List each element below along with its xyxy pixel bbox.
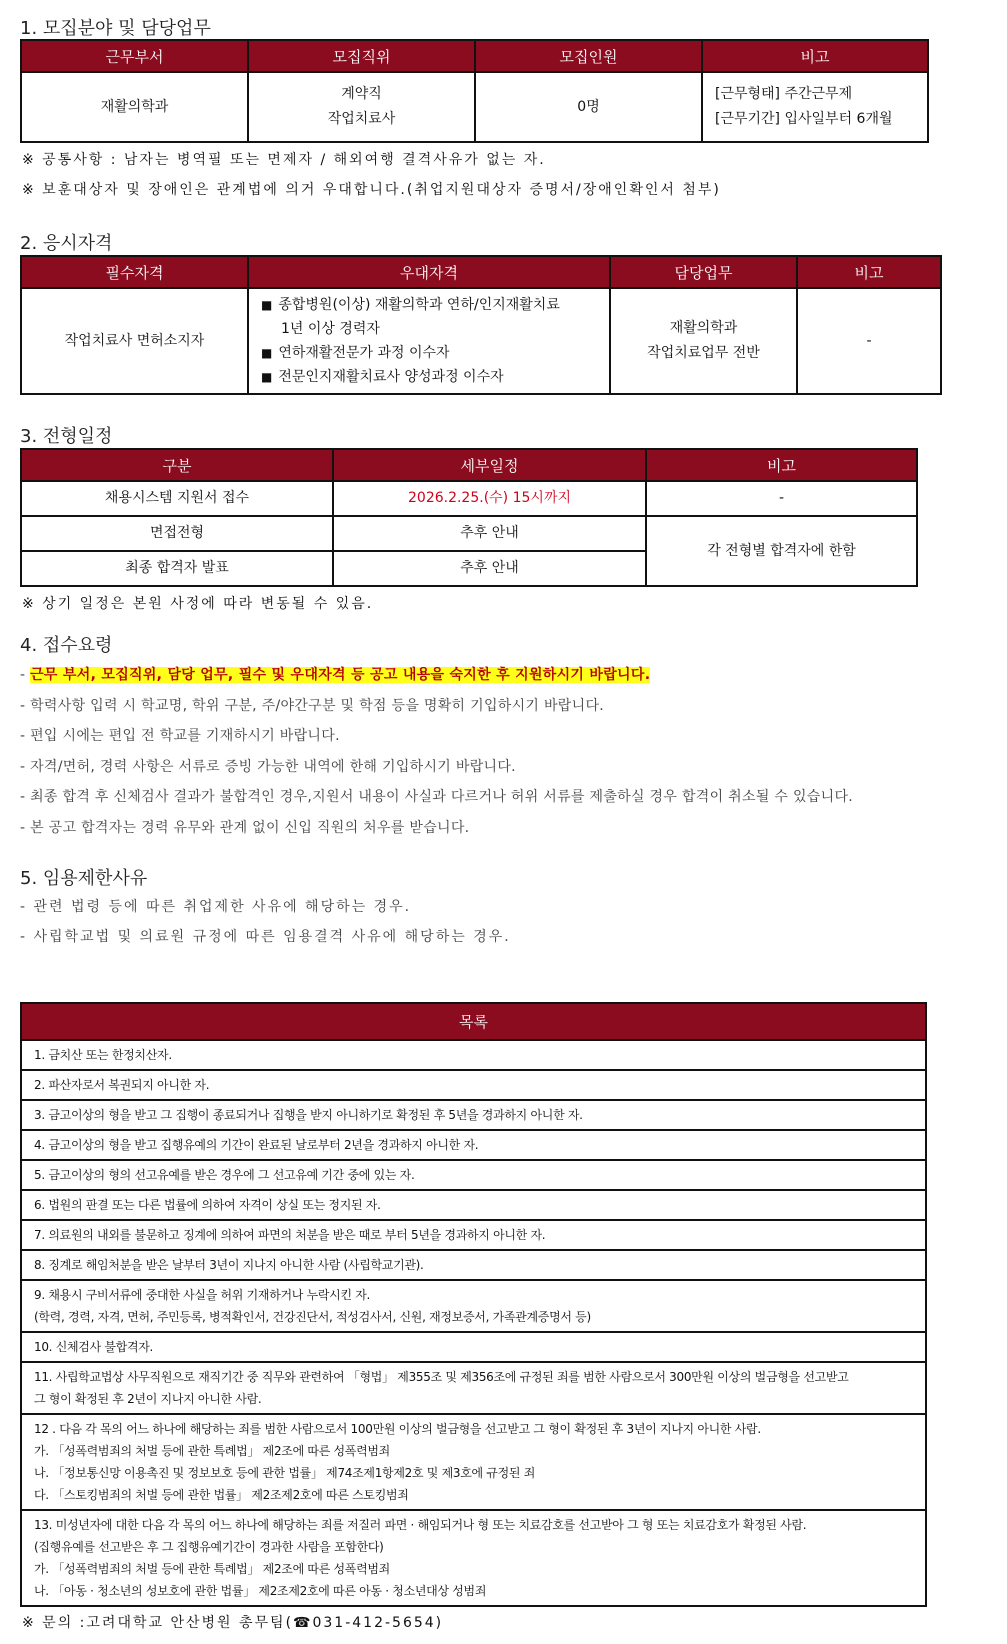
- square-bullet-icon: ■: [261, 346, 273, 360]
- list-item-line: 10. 신체검사 불합격자.: [34, 1340, 154, 1354]
- schedule-remark: -: [646, 481, 917, 516]
- section4-title: 4. 접수요령: [20, 635, 113, 656]
- list-item-line: 13. 미성년자에 대한 다음 각 목의 어느 하나에 해당하는 죄를 저질러 파면 · 해임되거나 형 또는 치료감호를 선고받아 그 형 또는 치료감호가 확정된 사람.: [34, 1518, 807, 1532]
- restrict-line-1: - 관련 법령 등에 따른 취업제한 사유에 해당하는 경우.: [20, 899, 412, 915]
- position-cell: [248, 72, 475, 142]
- dept-cell: 재활의학과: [21, 72, 248, 142]
- schedule-date: 2026.2.25.(수) 15시까지: [333, 481, 646, 516]
- list-item-line: 다. 「스토킹범죄의 처벌 등에 관한 법률」 제2조제2호에 따른 스토킹범죄: [34, 1488, 409, 1502]
- duty-line2: 작업치료업무 전반: [647, 345, 760, 361]
- list-item: [21, 1250, 926, 1280]
- list-row: [21, 1250, 926, 1280]
- list-row: [21, 1130, 926, 1160]
- list-item: [21, 1220, 926, 1250]
- restrict-line-2: - 사립학교법 및 의료원 규정에 따른 임용결격 사유에 해당하는 경우.: [20, 929, 511, 945]
- apply-line-4: - 자격/면허, 경력 사항은 서류로 증빙 가능한 내역에 한해 기입하시기 바랍니다.: [20, 759, 516, 775]
- common-note: ※ 공통사항 : 남자는 병역필 또는 면제자 / 해외여행 결격사유가 없는 자.: [22, 152, 546, 168]
- list-row: [21, 1280, 926, 1332]
- apply-line-6: - 본 공고 합격자는 경력 유무와 관계 없이 신입 직원의 처우를 받습니다.: [20, 820, 470, 836]
- schedule-note: ※ 상기 일정은 본원 사정에 따라 변동될 수 있음.: [22, 596, 374, 612]
- apply-line-2: - 학력사항 입력 시 학교명, 학위 구분, 주/야간구분 및 학점 등을 명확히 기입하시기 바랍니다.: [20, 698, 605, 714]
- col-dept: 근무부서: [21, 40, 248, 72]
- list-item-line: 5. 금고이상의 형의 선고유예를 받은 경우에 그 선고유예 기간 중에 있는 자.: [34, 1168, 415, 1182]
- list-item-line: 9. 채용시 구비서류에 중대한 사실을 허위 기재하거나 누락시킨 자.: [34, 1288, 371, 1302]
- list-item: [21, 1362, 926, 1414]
- list-row: [21, 1190, 926, 1220]
- restriction-list: [20, 1002, 927, 1607]
- section5-title: 5. 임용제한사유: [20, 868, 148, 889]
- preferred-cell: [248, 288, 610, 394]
- schedule-stage: 면접전형: [21, 516, 333, 551]
- list-item-line: 가. 「성폭력범죄의 처벌 등에 관한 특례법」 제2조에 따른 성폭력범죄: [34, 1444, 390, 1458]
- pref-item: [261, 293, 609, 317]
- remark-line1: [근무형태] 주간근무제: [715, 86, 853, 102]
- schedule-date: 추후 안내: [333, 516, 646, 551]
- pref-text: 연하재활전문가 과정 이수자: [278, 345, 450, 361]
- schedule-table: [20, 448, 918, 587]
- list-item-line: 1. 금치산 또는 한정치산자.: [34, 1048, 172, 1062]
- schedule-stage: 채용시스템 지원서 접수: [21, 481, 333, 516]
- count-cell: 0명: [475, 72, 702, 142]
- list-item: [21, 1332, 926, 1362]
- list-row: [21, 1070, 926, 1100]
- col-preferred: 우대자격: [248, 256, 610, 288]
- col-remark: 비고: [702, 40, 928, 72]
- list-item: [21, 1510, 926, 1606]
- list-row: [21, 1510, 926, 1606]
- list-row: [21, 1040, 926, 1070]
- square-bullet-icon: ■: [261, 370, 273, 384]
- highlight-text: 근무 부서, 모집직위, 담당 업무, 필수 및 우대자격 등 공고 내용을 숙지한 후 지원하시기 바랍니다.: [30, 667, 651, 683]
- section1-title: 1. 모집분야 및 담당업무: [20, 18, 211, 39]
- remark-cell: [702, 72, 928, 142]
- col-remark3: 비고: [646, 449, 917, 481]
- list-item: [21, 1040, 926, 1070]
- list-item-line: 12 . 다음 각 목의 어느 하나에 해당하는 죄를 범한 사람으로서 100만원 이상의 벌금형을 선고받고 그 형이 확정된 후 3년이 지나지 아니한 사람.: [34, 1422, 761, 1436]
- list-item: [21, 1070, 926, 1100]
- list-row: [21, 1160, 926, 1190]
- list-header: 목록: [21, 1003, 926, 1040]
- pref-text: 전문인지재활치료사 양성과정 이수자: [278, 369, 504, 385]
- recruit-table: [20, 39, 929, 143]
- apply-line-3: - 편입 시에는 편입 전 학교를 기재하시기 바랍니다.: [20, 728, 340, 744]
- list-item-line: 가. 「성폭력범죄의 처벌 등에 관한 특례법」 제2조에 따른 성폭력범죄: [34, 1562, 390, 1576]
- position-line2: 작업치료사: [327, 111, 396, 127]
- section2-title: 2. 응시자격: [20, 233, 113, 254]
- col-schedule: 세부일정: [333, 449, 646, 481]
- pref-item: [261, 341, 609, 365]
- list-item-line: 그 형이 확정된 후 2년이 지나지 아니한 사람.: [34, 1392, 262, 1406]
- list-item-line: 나. 「아동 · 청소년의 성보호에 관한 법률」 제2조제2호에 따른 아동 · 청소년대상 성범죄: [34, 1584, 487, 1598]
- list-item-line: (학력, 경력, 자격, 면허, 주민등록, 병적확인서, 건강진단서, 적성검사서, 신원, 재정보증서, 가족관계증명서 등): [34, 1310, 591, 1324]
- list-item: [21, 1190, 926, 1220]
- list-row: [21, 1414, 926, 1510]
- col-duty: 담당업무: [610, 256, 797, 288]
- duty-cell: [610, 288, 797, 394]
- list-item-line: 2. 파산자로서 복권되지 아니한 자.: [34, 1078, 210, 1092]
- col-count: 모집인원: [475, 40, 702, 72]
- list-item-line: (집행유예를 선고받은 후 그 집행유예기간이 경과한 사람을 포함한다): [34, 1540, 384, 1554]
- duty-line1: 재활의학과: [669, 320, 738, 336]
- qualification-table: [20, 255, 942, 395]
- schedule-date: 추후 안내: [333, 551, 646, 586]
- list-item-line: 6. 법원의 판결 또는 다른 법률에 의하여 자격이 상실 또는 정지된 자.: [34, 1198, 381, 1212]
- pref-text: 종합병원(이상) 재활의학과 연하/인지재활치료: [278, 297, 560, 313]
- position-line1: 계약직: [341, 86, 382, 102]
- col-position: 모집직위: [248, 40, 475, 72]
- col-remark2: 비고: [797, 256, 941, 288]
- contact-info: ※ 문의 :고려대학교 안산병원 총무팀(☎031-412-5654): [22, 1615, 444, 1631]
- apply-line-5: - 최종 합격 후 신체검사 결과가 불합격인 경우,지원서 내용이 사실과 다르거나 허위 서류를 제출하실 경우 합격이 취소될 수 있습니다.: [20, 789, 854, 805]
- list-item: [21, 1160, 926, 1190]
- apply-line-1: [20, 664, 650, 684]
- dash: -: [20, 667, 31, 683]
- veteran-note: ※ 보훈대상자 및 장애인은 관계법에 의거 우대합니다.(취업지원대상자 증명서/장애인확인서 첨부): [22, 182, 721, 198]
- list-item-line: 8. 징계로 해임처분을 받은 날부터 3년이 지나지 아니한 사람 (사립학교기관).: [34, 1258, 424, 1272]
- list-item-line: 11. 사립학교법상 사무직원으로 재직기간 중 직무와 관련하여 「형법」 제355조 및 제356조에 규정된 죄를 범한 사람으로서 300만원 이상의 벌금형을 선고받고: [34, 1370, 849, 1384]
- remark2-cell: -: [797, 288, 941, 394]
- pref-item: [261, 365, 609, 389]
- list-item-line: 4. 금고이상의 형을 받고 집행유예의 기간이 완료된 날로부터 2년을 경과하지 아니한 자.: [34, 1138, 479, 1152]
- section3-title: 3. 전형일정: [20, 426, 113, 447]
- schedule-remark: 각 전형별 합격자에 한함: [646, 516, 917, 586]
- schedule-stage: 최종 합격자 발표: [21, 551, 333, 586]
- list-item: [21, 1130, 926, 1160]
- col-required: 필수자격: [21, 256, 248, 288]
- list-row: [21, 1100, 926, 1130]
- list-item-line: 나. 「정보통신망 이용촉진 및 정보보호 등에 관한 법률」 제74조제1항제2호 및 제3호에 규정된 죄: [34, 1466, 535, 1480]
- col-category: 구분: [21, 449, 333, 481]
- list-row: [21, 1332, 926, 1362]
- list-item: [21, 1280, 926, 1332]
- pref-item-cont: 1년 이상 경력자: [281, 321, 380, 337]
- list-item-line: 7. 의료원의 내외를 불문하고 징계에 의하여 파면의 처분을 받은 때로 부터 5년을 경과하지 아니한 자.: [34, 1228, 546, 1242]
- square-bullet-icon: ■: [261, 298, 273, 312]
- list-row: [21, 1362, 926, 1414]
- required-cell: 작업치료사 면허소지자: [21, 288, 248, 394]
- list-item: [21, 1414, 926, 1510]
- list-item-line: 3. 금고이상의 형을 받고 그 집행이 종료되거나 집행을 받지 아니하기로 확정된 후 5년을 경과하지 아니한 자.: [34, 1108, 583, 1122]
- list-row: [21, 1220, 926, 1250]
- list-item: [21, 1100, 926, 1130]
- remark-line2: [근무기간] 입사일부터 6개월: [715, 111, 893, 127]
